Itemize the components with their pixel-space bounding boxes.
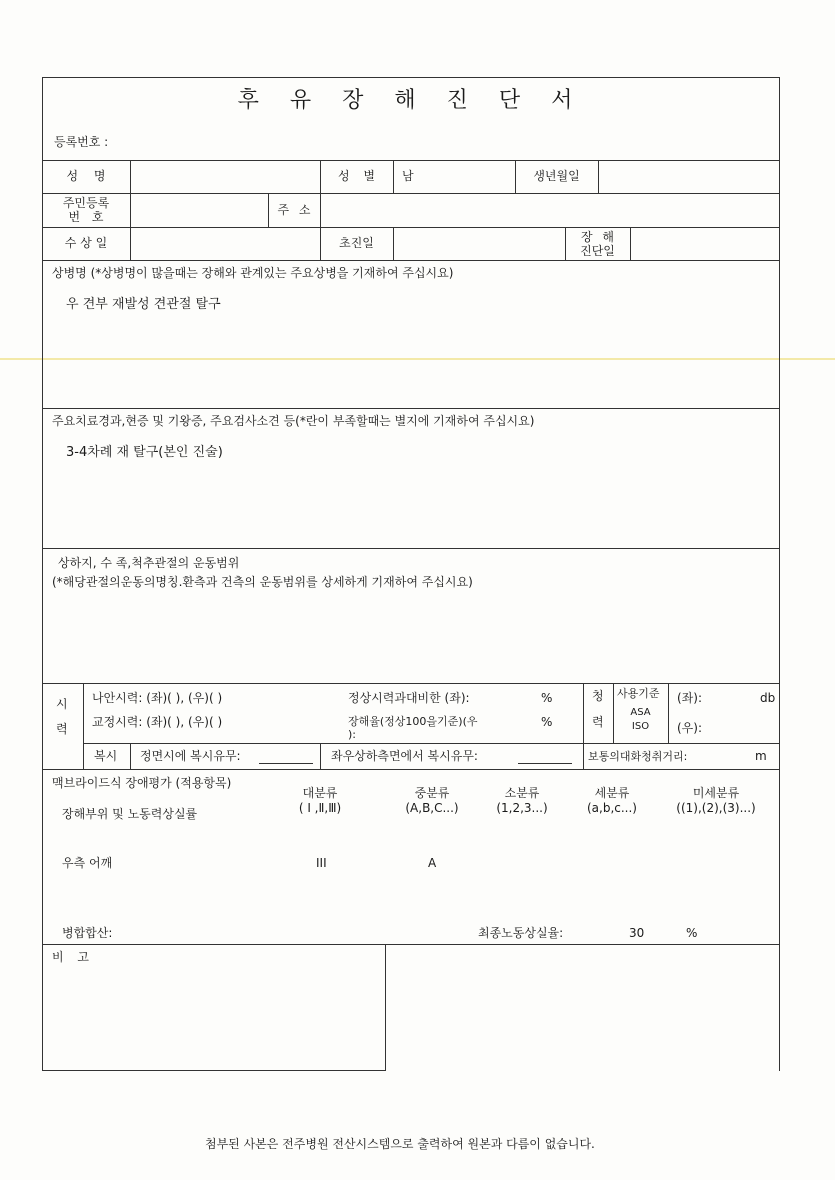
vision-disability-pct: % xyxy=(541,715,553,729)
mcbride-entry-middle: A xyxy=(428,856,437,870)
col-line xyxy=(393,160,394,193)
document-title: 후 유 장 해 진 단 서 xyxy=(237,88,585,113)
front-diplopia: 정면시에 복시유무: xyxy=(140,749,241,763)
row-line xyxy=(42,408,780,409)
col-minor-sub: (1,2,3...) xyxy=(496,801,548,815)
rrn-label-line2: 번 호 xyxy=(68,210,104,224)
footer-note: 첨부된 사본은 전주병원 전산시스템으로 출력하여 원본과 다름이 없습니다. xyxy=(205,1137,595,1151)
col-middle-name: 중분류 xyxy=(414,786,450,800)
name-label: 성 명 xyxy=(66,169,106,183)
hearing-standard-asa: ASA xyxy=(630,707,651,718)
col-major-sub: ( I ,Ⅱ,Ⅲ) xyxy=(298,801,342,815)
col-line xyxy=(668,683,669,743)
combined-total-label: 병합합산: xyxy=(62,926,113,940)
remarks-label: 비 고 xyxy=(52,950,89,964)
frame-bottom-left xyxy=(42,1070,386,1071)
first-visit-label: 초진일 xyxy=(339,236,374,250)
rom-header-line2: (*해당관절의운동의명칭.환측과 건측의 운동범위를 상세하게 기재하여 주십시요) xyxy=(52,575,473,589)
row-line xyxy=(42,769,780,770)
treatment-header: 주요치료경과,현증 및 기왕증, 주요검사소견 등(*란이 부족할때는 별지에 기재하여 주십시요) xyxy=(52,414,535,428)
address-label: 주 소 xyxy=(277,203,311,217)
treatment-value: 3-4차례 재 탈구(본인 진술) xyxy=(66,445,223,460)
diagnosis-value: 우 견부 재발성 견관절 탈구 xyxy=(66,297,221,312)
hearing-label-line2: 력 xyxy=(592,715,604,729)
diplopia-label: 복시 xyxy=(94,749,118,763)
col-middle-sub: (A,B,C...) xyxy=(405,801,459,815)
col-micro-sub: ((1),(2),(3)...) xyxy=(676,801,756,815)
final-loss-label: 최종노동상실율: xyxy=(478,926,564,940)
row-line xyxy=(42,260,780,261)
side-diplopia: 좌우상하측면에서 복시유무: xyxy=(331,749,478,763)
birth-label: 생년월일 xyxy=(533,169,580,183)
mcbride-header: 맥브라이드식 장애평가 (적용항목) xyxy=(52,776,232,790)
registration-number-label: 등록번호 : xyxy=(54,135,109,149)
vision-label-line1: 시 xyxy=(56,697,68,711)
col-line xyxy=(598,160,599,193)
front-diplopia-blank xyxy=(259,763,313,764)
row-line xyxy=(42,160,780,161)
col-line xyxy=(385,944,386,1071)
col-line xyxy=(130,193,131,227)
row-line xyxy=(42,944,780,945)
disability-date-label-line2: 진단일 xyxy=(580,244,615,258)
col-minor-name: 소분류 xyxy=(504,786,540,800)
col-line xyxy=(583,683,584,743)
conversation-distance-unit: m xyxy=(755,749,767,763)
sex-value: 남 xyxy=(402,169,414,183)
row-line xyxy=(42,227,780,228)
naked-vision: 나안시력: (좌)( ), (우)( ) xyxy=(92,691,223,705)
col-sub-sub: (a,b,c...) xyxy=(586,801,637,815)
col-line xyxy=(393,227,394,260)
vision-disability-rate: 장해율(정상100을기준)(우 xyxy=(348,715,478,728)
col-line xyxy=(630,227,631,260)
side-diplopia-blank xyxy=(518,763,572,764)
normal-vision-ratio: 정상시력과대비한 (좌): xyxy=(348,691,470,705)
final-loss-unit: % xyxy=(686,926,698,940)
vision-label-line2: 력 xyxy=(56,722,68,736)
final-loss-value: 30 xyxy=(629,926,645,940)
col-line xyxy=(83,683,84,769)
mcbride-row-label: 장해부위 및 노동력상실률 xyxy=(62,807,198,821)
mcbride-entry-major: III xyxy=(316,856,327,870)
col-micro-name: 미세분류 xyxy=(692,786,740,800)
row-line xyxy=(83,743,780,744)
hearing-standard-label: 사용기준 xyxy=(617,687,660,700)
sex-label: 성 별 xyxy=(338,169,375,183)
normal-vision-pct: % xyxy=(541,691,553,705)
col-line xyxy=(130,227,131,260)
hearing-label-line1: 청 xyxy=(592,689,604,703)
scan-highlight-stripe xyxy=(0,358,835,360)
conversation-distance: 보통의대화청취거리: xyxy=(588,750,688,763)
col-line xyxy=(320,193,321,227)
col-line xyxy=(583,743,584,769)
col-line xyxy=(130,160,131,193)
hearing-right: (우): xyxy=(677,721,702,735)
row-line xyxy=(42,683,780,684)
injury-date-label: 수 상 일 xyxy=(64,236,108,250)
col-major-name: 대분류 xyxy=(302,786,338,800)
mcbride-entry-site: 우측 어깨 xyxy=(62,856,113,870)
rrn-label-line1: 주민등록 xyxy=(62,196,110,210)
vision-disability-rate-close: ): xyxy=(348,728,356,741)
row-line xyxy=(42,548,780,549)
corrected-vision: 교정시력: (좌)( ), (우)( ) xyxy=(92,715,223,729)
col-line xyxy=(320,743,321,769)
col-line xyxy=(130,743,131,769)
hearing-left: (좌): xyxy=(677,691,702,705)
hearing-standard-iso: ISO xyxy=(631,721,650,732)
col-sub-name: 세분류 xyxy=(594,786,630,800)
row-line xyxy=(42,193,780,194)
frame-top xyxy=(42,77,780,78)
rom-header-line1: 상하지, 수 족,척추관절의 운동범위 xyxy=(58,556,240,570)
diagnosis-header: 상병명 (*상병명이 많을때는 장해와 관계있는 주요상병을 기재하여 주십시요) xyxy=(52,266,454,280)
hearing-left-unit: db xyxy=(760,691,776,705)
disability-date-label-line1: 장 해 xyxy=(581,230,614,244)
